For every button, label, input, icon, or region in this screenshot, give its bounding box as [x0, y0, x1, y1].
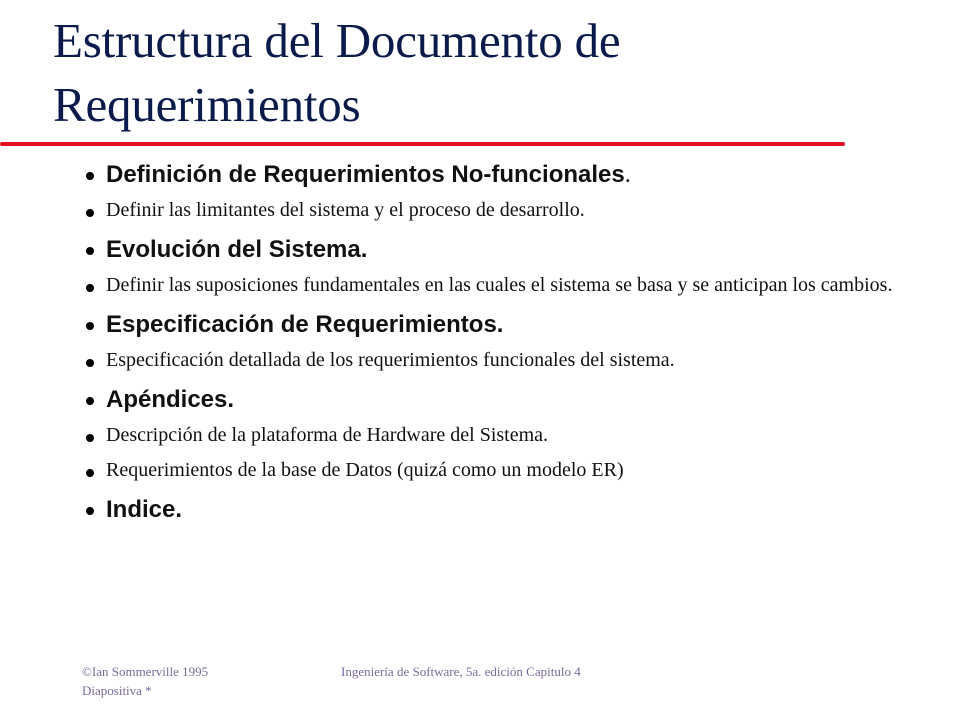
bullet-suffix: .: [624, 162, 631, 188]
bullet-text: Evolución del Sistema.: [106, 236, 368, 263]
bullet-dot-icon: [86, 284, 94, 292]
bullet-dot-icon: [86, 434, 94, 442]
bullet-sub: [84, 456, 904, 485]
bullet-text: Especificación detallada de los requerimientos funcionales del sistema.: [106, 349, 675, 371]
bullet-main: [84, 310, 904, 340]
title-underline: [0, 142, 845, 146]
bullet-list: [84, 160, 904, 525]
footer-course: Ingeniería de Software, 5a. edición Capitulo 4: [341, 664, 581, 679]
bullet-sub: [84, 346, 904, 375]
bullet-dot-icon: [86, 507, 94, 515]
bullet-main: [84, 235, 904, 265]
bullet-dot-icon: [86, 359, 94, 367]
bullet-text: Requerimientos de la base de Datos (quizá como un modelo ER): [106, 459, 624, 481]
bullet-main: [84, 160, 904, 190]
bullet-sub: [84, 271, 904, 300]
bullet-dot-icon: [86, 247, 94, 255]
bullet-dot-icon: [86, 209, 94, 217]
bullet-text: Descripción de la plataforma de Hardware del Sistema.: [106, 424, 549, 446]
bullet-text: Definir las suposiciones fundamentales en las cuales el sistema se basa y se anticipan los cambios.: [106, 274, 893, 296]
bullet-text: Apéndices.: [106, 386, 235, 413]
bullet-sub: [84, 421, 904, 450]
bullet-dot-icon: [86, 469, 94, 477]
bullet-main: [84, 385, 904, 415]
bullet-dot-icon: [86, 322, 94, 330]
bullet-text: Indice.: [106, 496, 183, 523]
bullet-text: Definir las limitantes del sistema y el proceso de desarrollo.: [106, 199, 585, 221]
bullet-text: Definición de Requerimientos No-funcionales: [106, 161, 625, 188]
footer-left: [82, 662, 208, 700]
slide-title: Estructura del Documento de Requerimientos: [53, 13, 621, 132]
footer-copyright: ©Ian Sommerville 1995: [82, 664, 209, 679]
footer-slide-label: Diapositiva *: [82, 683, 152, 698]
bullet-dot-icon: [86, 172, 94, 180]
bullet-dot-icon: [86, 397, 94, 405]
bullet-sub: [84, 196, 904, 225]
bullet-main: [84, 495, 904, 525]
bullet-text: Especificación de Requerimientos.: [106, 311, 504, 338]
